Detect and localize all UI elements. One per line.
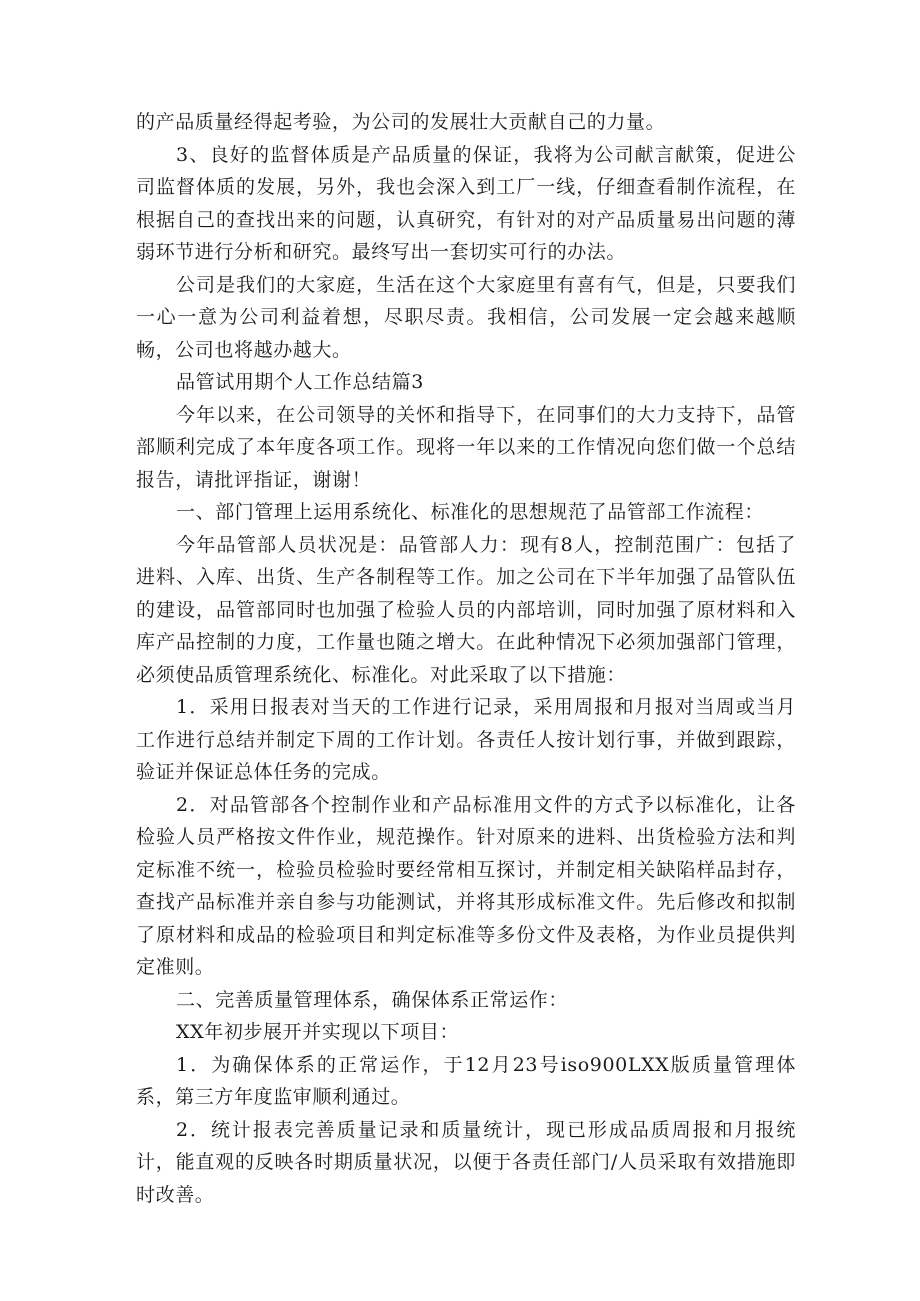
paragraph-intro: 今年以来，在公司领导的关怀和指导下，在同事们的大力支持下，品管部顺利完成了本年度各项工作。现将一年以来的工作情况向您们做一个总结报告，请批评指证，谢谢！	[136, 403, 796, 491]
paragraph-measure-1: 1．采用日报表对当天的工作进行记录，采用周报和月报对当周或当月工作进行总结并制定下周的工作计划。各责任人按计划行事，并做到跟踪，验证并保证总体任务的完成。	[136, 696, 796, 783]
paragraph-projects-intro: XX年初步展开并实现以下项目：	[176, 1021, 460, 1043]
paragraph-measure-2: 2．对品管部各个控制作业和产品标准用文件的方式予以标准化，让各检验人员严格按文件作业，规范操作。针对原来的进料、出货检验方法和判定标准不统一，检验员检验时要经常相互探讨，并制定相关缺陷样品封存，查找产品标准并亲自参与功能测试，并将其形成标准文件。先后修改和拟制了原材料和成品的检验项目和判定标准等多份文件及表格，为作业员提供判定准则。	[136, 793, 796, 978]
paragraph-project-2: 2．统计报表完善质量记录和质量统计，现已形成品质周报和月报统计，能直观的反映各时期质量状况，以便于各责任部门/人员采取有效措施即时改善。	[136, 1118, 796, 1206]
paragraph-project-1: 1．为确保体系的正常运作，于12月23号iso900LXX版质量管理体系，第三方年度监审顺利通过。	[136, 1053, 796, 1108]
paragraph-continuation: 的产品质量经得起考验，为公司的发展壮大贡献自己的力量。	[136, 111, 666, 133]
section-title: 品管试用期个人工作总结篇3	[176, 371, 424, 393]
paragraph-staff-status: 今年品管部人员状况是：品管部人力：现有8人，控制范围广：包括了进料、入库、出货、生产各制程等工作。加之公司在下半年加强了品管队伍的建设，品管部同时也加强了检验人员的内部培训，同时加强了原材料和入库产品控制的力度，工作量也随之增大。在此种情况下必须加强部门管理，必须使品质管理系统化、标准化。对此采取了以下措施：	[136, 533, 796, 686]
document-body	[136, 106, 796, 1211]
paragraph-company-family: 公司是我们的大家庭，生活在这个大家庭里有喜有气，但是，只要我们一心一意为公司利益着想，尽职尽责。我相信，公司发展一定会越来越顺畅，公司也将越办越大。	[136, 273, 796, 361]
heading-section-2: 二、完善质量管理体系，确保体系正常运作：	[176, 988, 569, 1011]
heading-section-1: 一、部门管理上运用系统化、标准化的思想规范了品管部工作流程：	[176, 501, 765, 523]
paragraph-item-3: 3、良好的监督体质是产品质量的保证，我将为公司献言献策，促进公司监督体质的发展，另外，我也会深入到工厂一线，仔细查看制作流程，在根据自己的查找出来的问题，认真研究，有针对的对产品质量易出问题的薄弱环节进行分析和研究。最终写出一套切实可行的办法。	[136, 143, 796, 263]
